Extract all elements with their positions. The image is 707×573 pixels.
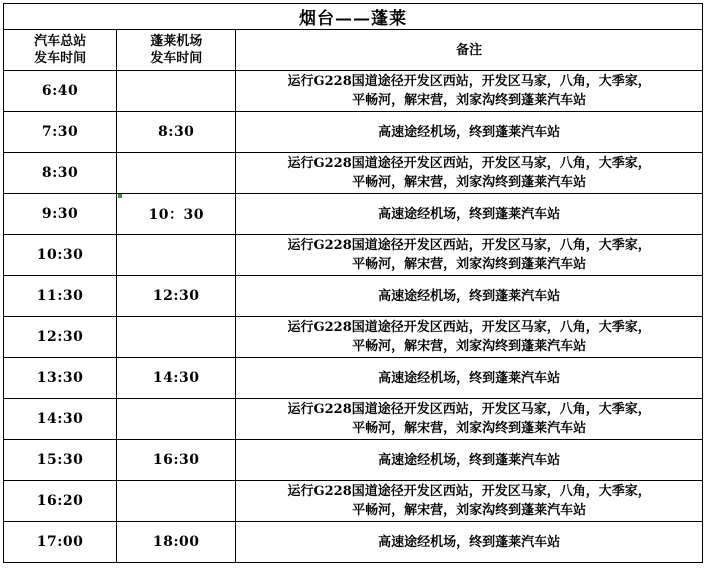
table-row: [4, 112, 703, 153]
header-main-station-line1: 汽车总站: [34, 34, 87, 49]
remarks-cell: [236, 317, 703, 358]
header-airport-line2: 发车时间: [150, 51, 203, 66]
table-row: [4, 235, 703, 276]
table-row: [4, 522, 703, 563]
remarks-cell: [236, 71, 703, 112]
remarks-cell: [236, 481, 703, 522]
remarks-cell: [236, 153, 703, 194]
route-note-line: 运行G228国道途径开发区西站，开发区马家，八角，大季家，: [287, 402, 651, 417]
remarks-cell: [236, 235, 703, 276]
main-station-departure-time: 13:30: [4, 358, 117, 399]
main-station-departure-time: 12:30: [4, 317, 117, 358]
airport-departure-time: [117, 399, 236, 440]
table-row: [4, 317, 703, 358]
airport-departure-time: 8:30: [117, 112, 236, 153]
remarks-cell: [236, 112, 703, 153]
airport-departure-time: 12:30: [117, 276, 236, 317]
table-row: [4, 440, 703, 481]
route-note-line: 运行G228国道途径开发区西站，开发区马家，八角，大季家，: [287, 74, 651, 89]
table-row: [4, 153, 703, 194]
route-note-line: 高速途经机场，终到蓬莱汽车站: [378, 534, 561, 550]
route-note-line: 平畅河，解宋营，刘家沟终到蓬莱汽车站: [352, 93, 587, 108]
route-note-line: 高速途经机场，终到蓬莱汽车站: [378, 288, 561, 304]
airport-departure-time: [117, 481, 236, 522]
table-row: [4, 71, 703, 112]
airport-departure-time: 18:00: [117, 522, 236, 563]
route-note-line: 运行G228国道途径开发区西站，开发区马家，八角，大季家，: [287, 484, 651, 499]
header-main-station-departure: [4, 30, 117, 71]
route-note-line: 高速途经机场，终到蓬莱汽车站: [378, 124, 561, 140]
remarks-cell: [236, 399, 703, 440]
route-note-line: 平畅河，解宋营，刘家沟终到蓬莱汽车站: [352, 257, 587, 272]
route-note-line: 平畅河，解宋营，刘家沟终到蓬莱汽车站: [352, 175, 587, 190]
route-note-line: 运行G228国道途径开发区西站，开发区马家，八角，大季家，: [287, 320, 651, 335]
table-row: [4, 276, 703, 317]
header-airport-departure: [117, 30, 236, 71]
table-row: [4, 194, 703, 235]
title-row: [4, 4, 703, 30]
remarks-cell: [236, 276, 703, 317]
header-airport-line1: 蓬莱机场: [150, 34, 203, 49]
main-station-departure-time: 10:30: [4, 235, 117, 276]
table-row: [4, 358, 703, 399]
remarks-cell: [236, 194, 703, 235]
route-note-line: 运行G228国道途径开发区西站，开发区马家，八角，大季家，: [287, 238, 651, 253]
remarks-cell: [236, 522, 703, 563]
main-station-departure-time: 7:30: [4, 112, 117, 153]
airport-departure-time: 16:30: [117, 440, 236, 481]
header-row: [4, 30, 703, 71]
cell-marker: [118, 194, 122, 198]
header-remarks: 备注: [236, 30, 703, 71]
main-station-departure-time: 14:30: [4, 399, 117, 440]
bus-schedule-table: [3, 3, 703, 563]
airport-departure-time: [117, 71, 236, 112]
route-note-line: 运行G228国道途径开发区西站，开发区马家，八角，大季家，: [287, 156, 651, 171]
main-station-departure-time: 11:30: [4, 276, 117, 317]
main-station-departure-time: 16:20: [4, 481, 117, 522]
main-station-departure-time: 6:40: [4, 71, 117, 112]
main-station-departure-time: 15:30: [4, 440, 117, 481]
airport-departure-time: [117, 317, 236, 358]
route-note-line: 平畅河，解宋营，刘家沟终到蓬莱汽车站: [352, 421, 587, 436]
remarks-cell: [236, 440, 703, 481]
airport-departure-time: [117, 153, 236, 194]
airport-departure-time: 10：30: [117, 194, 236, 235]
main-station-departure-time: 9:30: [4, 194, 117, 235]
route-note-line: 高速途经机场，终到蓬莱汽车站: [378, 452, 561, 468]
route-note-line: 平畅河，解宋营，刘家沟终到蓬莱汽车站: [352, 339, 587, 354]
table-row: [4, 481, 703, 522]
route-note-line: 高速途经机场，终到蓬莱汽车站: [378, 206, 561, 222]
route-note-line: 平畅河，解宋营，刘家沟终到蓬莱汽车站: [352, 503, 587, 518]
header-main-station-line2: 发车时间: [34, 51, 87, 66]
airport-departure-time: [117, 235, 236, 276]
route-note-line: 高速途经机场，终到蓬莱汽车站: [378, 370, 561, 386]
airport-departure-time: 14:30: [117, 358, 236, 399]
main-station-departure-time: 17:00: [4, 522, 117, 563]
remarks-cell: [236, 358, 703, 399]
schedule-body: [4, 71, 703, 563]
route-title: 烟台——蓬莱: [4, 4, 703, 30]
main-station-departure-time: 8:30: [4, 153, 117, 194]
table-row: [4, 399, 703, 440]
